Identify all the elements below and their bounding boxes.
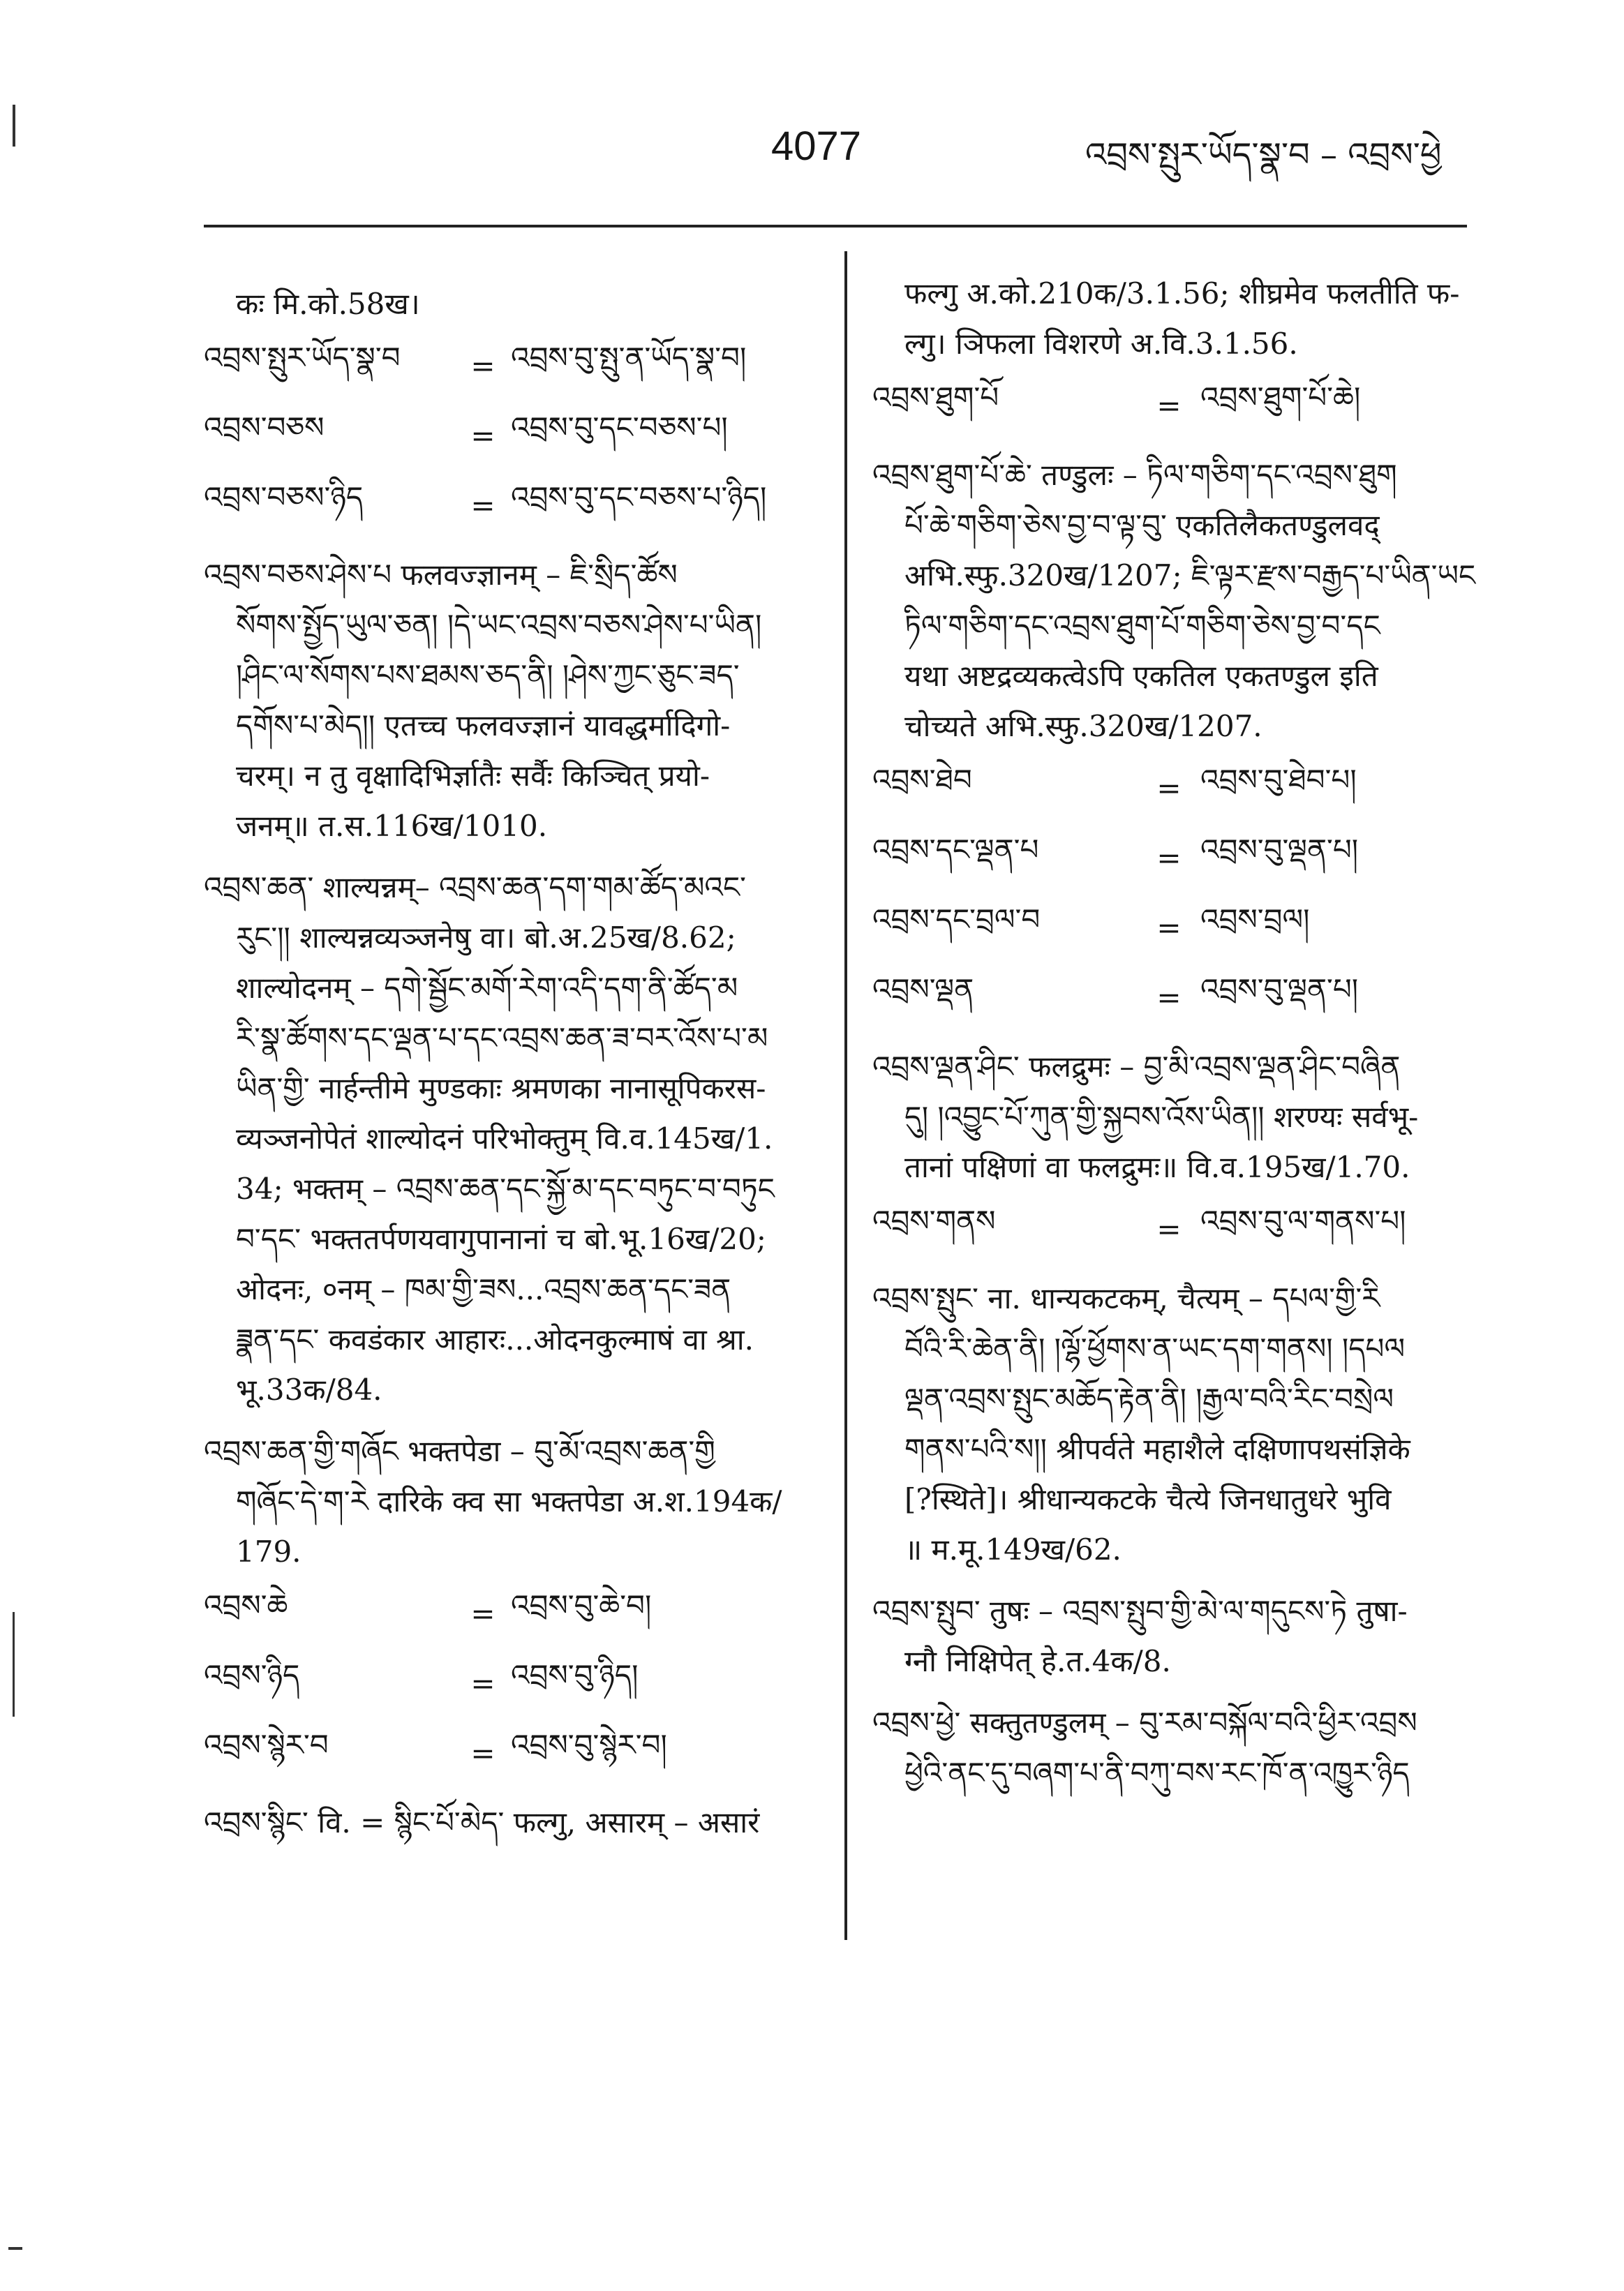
reference-target: འབྲས་བུ་དང་བཅས་པ། bbox=[511, 410, 728, 445]
right-column bbox=[872, 269, 1480, 1809]
dictionary-entry bbox=[204, 550, 818, 851]
scan-edge-mark bbox=[13, 1612, 15, 1717]
entry-line: འབྲས་ཕྱེ་ सक्तुतण्डुलम् – བུ་རམ་བསྐོལ་བའི་ཕྱིར་འབྲས bbox=[872, 1706, 1417, 1740]
equals-sign: = bbox=[1156, 770, 1182, 805]
entry-line: चरम्। न तु वृक्षादिभिर्ज्ञातैः सर्वैः किञ्चित् प्रयो- bbox=[236, 759, 710, 793]
equals-sign: = bbox=[470, 348, 496, 383]
running-head: འབྲས་སྤུར་ཡོད་སྣ་བ – འབྲས་ཕྱེ bbox=[1085, 135, 1442, 174]
equals-sign: = bbox=[470, 418, 496, 453]
cross-reference-entry bbox=[204, 410, 818, 461]
dictionary-entry bbox=[872, 1586, 1480, 1687]
entry-line: व्यञ्जनोपेतं शाल्योदनं परिभोक्तुम् वि.व.145ख/1. bbox=[236, 1121, 773, 1156]
entry-line: ཡིན་གྱི་ नार्हन्तीमे मुण्डकाः श्रमणका नानासूपिकरस- bbox=[236, 1071, 766, 1105]
entry-line: अभि.स्फु.320ख/1207; ཇི་ལྟར་རྫས་བརྒྱད་པ་ཡིན་ཡང bbox=[904, 558, 1476, 592]
entry-line: ཟྣན་དང་ कवडंकार आहारः...ओदनकुल्माषं वा श्रा. bbox=[236, 1322, 754, 1357]
headword: འབྲས་བཅས bbox=[204, 410, 325, 445]
entry-line: 179. bbox=[236, 1535, 301, 1569]
headword: འབྲས་དང་ལྡན་པ bbox=[872, 832, 1039, 867]
equals-sign: = bbox=[470, 1736, 496, 1770]
entry-line: འབྲས་ཆན་གྱི་གཞོང भक्तपेडा – བུ་མོ་འབྲས་ཆན་གྱི bbox=[204, 1434, 715, 1468]
entry-line: 34; भक्तम् – འབྲས་ཆན་དང་སྐྱོ་མ་དང་བཏུང་བ་བཏུང bbox=[236, 1172, 775, 1206]
dictionary-entry bbox=[872, 1274, 1480, 1575]
reference-target: འབྲས་བུ་ལ་གནས་པ། bbox=[1200, 1203, 1406, 1238]
entry-line: པོ་ཆེ་གཅིག་ཅེས་བྱ་བ་ལྟ་བུ་ एकतिलैकतण्डुलवद् bbox=[904, 508, 1380, 542]
entry-line: तानां पक्षिणां वा फलद्रुमः॥ वि.व.195ख/1.70. bbox=[904, 1150, 1410, 1184]
equals-sign: = bbox=[470, 488, 496, 523]
headword: འབྲས་བཅས་ཉིད bbox=[204, 479, 364, 514]
entry-line: ལྡན་འབྲས་སྤུང་མཆོད་རྟེན་ནི། །རྒྱལ་བའི་རིང་བསྲེལ bbox=[904, 1382, 1394, 1416]
entry-line: འབྲས་བཅས་ཤེས་པ फलवज्ज्ञानम् – ཇི་སྲིད་ཚོས bbox=[204, 558, 678, 592]
equals-sign: = bbox=[470, 1596, 496, 1631]
cross-reference-entry bbox=[872, 380, 1480, 431]
entry-line: སོགས་སྤྱོད་ཡུལ་ཅན། །དེ་ཡང་འབྲས་བཅས་ཤེས་པ་ཡིན། bbox=[236, 608, 762, 642]
headword: འབྲས་ཐུག་པོ bbox=[872, 380, 999, 415]
entry-line: འབྲས་སྙིང་ वि. = སྙིང་པོ་མེད་ फल्गु, असारम् – असारं bbox=[204, 1805, 760, 1839]
entry-line: फल्गु अ.को.210क/3.1.56; शीघ्रमेव फलतीति फ- bbox=[904, 276, 1460, 311]
reference-target: འབྲས་བུ་སྤུ་ན་ཡོད་སྣ་བ། bbox=[511, 340, 747, 375]
scan-edge-mark bbox=[8, 2247, 22, 2250]
cross-reference-entry bbox=[204, 1658, 818, 1708]
cross-reference-entry bbox=[204, 1728, 818, 1778]
headword: འབྲས་སྙེར་བ bbox=[204, 1727, 329, 1762]
entry-line: རི་སྣ་ཚོགས་དང་ལྡན་པ་དང་འབྲས་ཆན་ཟ་བར་འོས་པ་མ bbox=[236, 1021, 768, 1055]
cross-reference-entry bbox=[872, 972, 1480, 1022]
entry-line: དགོས་པ་མེད།། एतच्च फलवज्ज्ञानं यावद्धर्मादिगो- bbox=[236, 708, 731, 742]
dictionary-entry bbox=[872, 1042, 1480, 1193]
entry-line: བོའི་རི་ཆེན་ནི། །ལྷོ་ཕྱོགས་ན་ཡང་དག་གནས། །དཔལ bbox=[904, 1331, 1406, 1366]
entry-line: དུ། །འབྱུང་པོ་ཀུན་གྱི་སྐྱབས་འོས་ཡིན།། शरण्यः सर्वभू- bbox=[904, 1100, 1419, 1134]
entry-line: जनम्॥ त.स.116ख/1010. bbox=[236, 809, 548, 843]
headword: འབྲས་ཆེ bbox=[204, 1588, 288, 1622]
reference-target: འབྲས་བུ་ཐེབ་པ། bbox=[1200, 762, 1357, 797]
entry-line: འབྲས་ཐུག་པོ་ཆེ་ तण्डुलः – ཏིལ་གཅིག་དང་འབྲས་ཐུག bbox=[872, 458, 1397, 492]
entry-line: འབྲས་སྤུང་ ना. धान्यकटकम्, चैत्यम् – དཔལ་གྱི་རི bbox=[872, 1281, 1380, 1315]
equals-sign: = bbox=[470, 1666, 496, 1701]
cross-reference-entry bbox=[204, 341, 818, 391]
headword: འབྲས་ལྡན bbox=[872, 971, 974, 1006]
entry-line: ल्गु। ञिफला विशरणे अ.वि.3.1.56. bbox=[904, 327, 1298, 361]
reference-target: འབྲས་ཐུག་པོ་ཆེ། bbox=[1200, 380, 1361, 415]
dictionary-entry bbox=[872, 450, 1480, 752]
dictionary-entry bbox=[204, 1426, 818, 1577]
reference-target: འབྲས་བུ་སྙེར་བ། bbox=[511, 1727, 667, 1762]
reference-target: འབྲས་བུ་ཉིད། bbox=[511, 1657, 639, 1692]
reference-target: འབྲས་བུ་ལྡན་པ། bbox=[1200, 832, 1359, 867]
entry-line: གནས་པའི་ས།། श्रीपर्वते महाशैले दक्षिणापथसंज्ञिके bbox=[904, 1432, 1410, 1466]
entry-line: འབྲས་ཆན་ शाल्यन्नम्– འབྲས་ཆན་དག་གམ་ཚོད་མའང་ bbox=[204, 870, 746, 904]
dictionary-entry bbox=[872, 1698, 1480, 1798]
entry-line: བ་དང་ भक्ततर्पणयवागुपानानां च बो.भू.16ख/20; bbox=[236, 1222, 766, 1256]
entry-line: ग्नौ निक्षिपेत् हे.त.4क/8. bbox=[904, 1644, 1171, 1678]
reference-target: འབྲས་བུ་དང་བཅས་པ་ཉིད། bbox=[511, 479, 767, 514]
headword: འབྲས་གནས bbox=[872, 1203, 996, 1238]
scan-edge-mark bbox=[13, 105, 15, 147]
cross-reference-entry bbox=[204, 480, 818, 530]
dictionary-entry bbox=[204, 1798, 818, 1848]
entry-line: भू.33क/84. bbox=[236, 1373, 382, 1407]
headword: འབྲས་ཐེབ bbox=[872, 762, 972, 797]
cross-reference-entry bbox=[872, 1204, 1480, 1254]
equals-sign: = bbox=[1156, 910, 1182, 945]
headword: འབྲས་སྤུར་ཡོད་སྣ་བ bbox=[204, 340, 401, 375]
entry-line: འབྲས་ལྡན་ཤིང་ फलद्रुमः – བྱ་མི་འབྲས་ལྡན་ཤིང་བཞིན bbox=[872, 1050, 1401, 1084]
entry-line: ओदनः, ०नम् – ཁམ་གྱི་ཟས...འབྲས་ཆན་དང་ཟན bbox=[236, 1272, 731, 1306]
entry-line: [?स्थिते]। श्रीधान्यकटके चैत्ये जिनधातुधरे भुवि bbox=[904, 1482, 1392, 1516]
equals-sign: = bbox=[1156, 840, 1182, 875]
entry-line: शाल्योदनम् – དགེ་སྦྱོང་མགོ་རེག་འདི་དག་ནི་ཚོད་མ bbox=[236, 971, 738, 1005]
cross-reference-entry bbox=[872, 763, 1480, 813]
entry-line: कः मि.को.58ख। bbox=[236, 287, 420, 321]
reference-target: འབྲས་བུ་ལྡན་པ། bbox=[1200, 971, 1359, 1006]
cross-reference-entry bbox=[872, 902, 1480, 953]
page-number: 4077 bbox=[771, 124, 862, 169]
cross-reference-entry bbox=[204, 1588, 818, 1639]
entry-line: ཕྱེའི་ནང་དུ་བཞག་པ་ནི་བཀུ་བས་རང་ཁོ་ན་འཁྱུར་ཉིད bbox=[904, 1756, 1410, 1790]
dictionary-entry bbox=[872, 269, 1480, 369]
equals-sign: = bbox=[1156, 388, 1182, 423]
headword: འབྲས་དང་བྲལ་བ bbox=[872, 902, 1041, 936]
entry-line: चोच्यते अभि.स्फु.320ख/1207. bbox=[904, 709, 1262, 743]
entry-line: यथा अष्टद्रव्यकत्वेऽपि एकतिल एकतण्डुल इति bbox=[904, 659, 1378, 693]
dictionary-entry bbox=[204, 863, 818, 1415]
left-column bbox=[204, 279, 818, 1859]
entry-line: ཏིལ་གཅིག་དང་འབྲས་ཐུག་པོ་གཅིག་ཅེས་བྱ་བ་དང bbox=[904, 609, 1380, 643]
reference-target: འབྲས་བྲལ། bbox=[1200, 902, 1310, 936]
equals-sign: = bbox=[1156, 980, 1182, 1015]
column-divider bbox=[844, 251, 847, 1940]
dictionary-entry bbox=[204, 279, 818, 329]
entry-line: འབྲས་སྤུབ་ तुषः – འབྲས་སྤུབ་གྱི་མེ་ལ་གདུངས་ཏེ तुषा- bbox=[872, 1594, 1408, 1628]
cross-reference-entry bbox=[872, 833, 1480, 883]
entry-line: གཞོང་དེ་ག་རེ दारिके क्व सा भक्तपेडा अ.श.194क/ bbox=[236, 1484, 782, 1518]
equals-sign: = bbox=[1156, 1211, 1182, 1246]
reference-target: འབྲས་བུ་ཆེ་བ། bbox=[511, 1588, 652, 1622]
entry-line: ॥ म.मू.149ख/62. bbox=[904, 1532, 1122, 1567]
header-rule bbox=[204, 225, 1467, 227]
headword: འབྲས་ཉིད bbox=[204, 1657, 300, 1692]
entry-line: །ཤིང་ལ་སོགས་པས་ཐམས་ཅད་ནི། །ཤེས་ཀྱང་ཅུང་ཟད་ bbox=[236, 658, 740, 692]
entry-line: རུང་།། शाल्यन्नव्यञ्जनेषु वा। बो.अ.25ख/8.62; bbox=[236, 920, 736, 955]
